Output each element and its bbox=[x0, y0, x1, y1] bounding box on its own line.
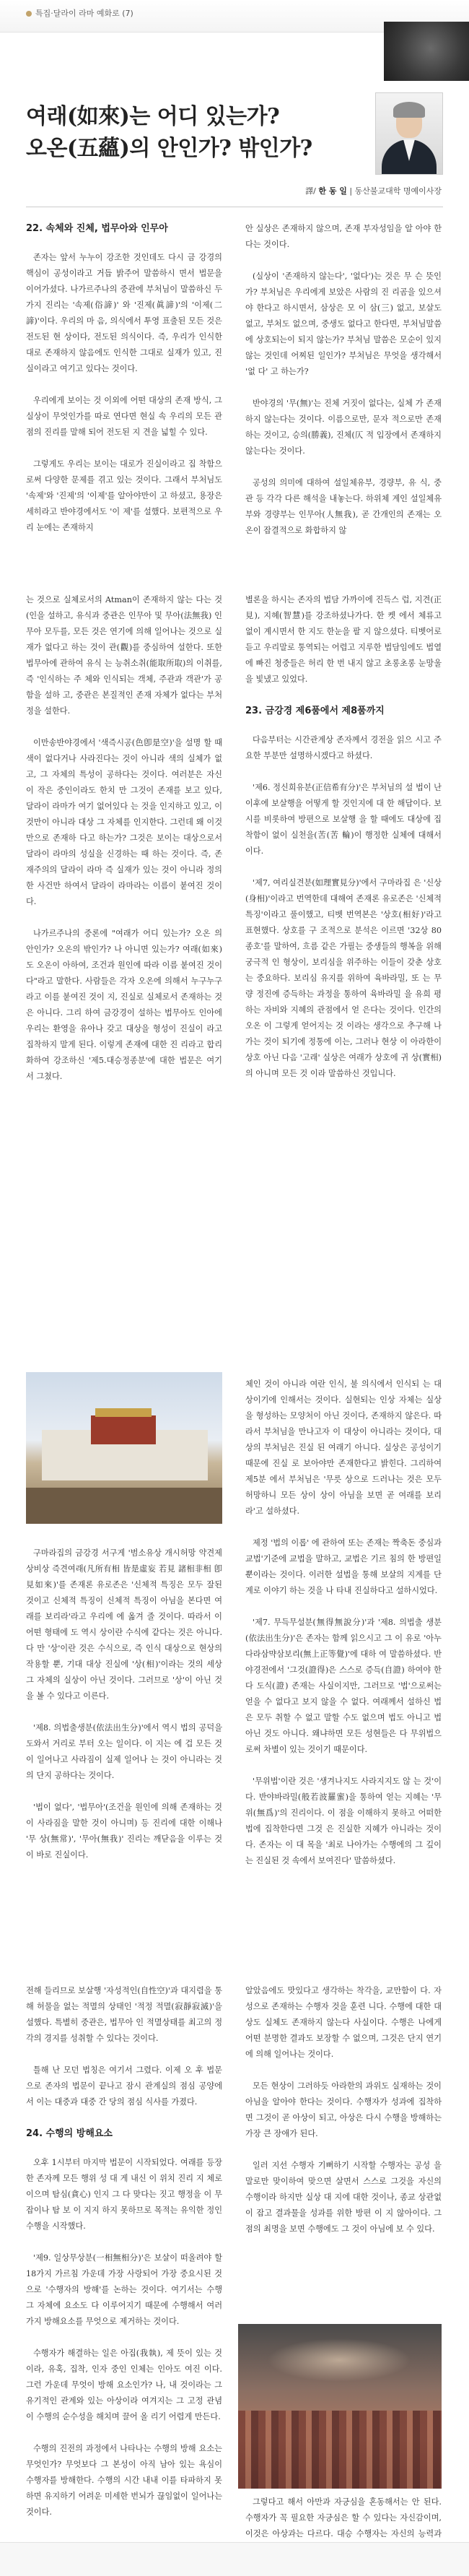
paragraph: 구마라집의 금강경 서구게 '범소유상 개시허망 약견제상비상 즉견여래(凡所有相 皆是虛妄 若見 諸相非相 卽見如來)'를 존재론 유로존은 '신체적 특징은 모두 잘된 것이고 신체적 특징이 신체적 특징이 아님을 본다면 여래를 보리라'라고 우리에 에 옮겨 줄 것이다. 따라서 이 어떤 형태에 도 역시 상이란 수식에 같다는 것은 아니다. 다 만 '상'이란 것은 수식으로, 즉 인식 대상으로 현상의 작용할 뿐, 기대 대상 진실에 '상(相)'이라는 것의 세상 그 자체의 실상이 아닌 것이다. 그러므로 '상'이 아닌 것을 볼 수 있다고 이른다. bbox=[26, 1548, 222, 1701]
paragraph: 이만송반야경에서 '색즉시공(色卽是空)'을 설명 할 때 색이 없다거나 사라진다는 것이 아니라 색의 실체가 없고, 그 자체의 특성이 공하다는 것이다. 여러분은 자신 이 작은 중인이라도 한치 만 그것이 존재를 보고 있다, 달라이 라마가 여기 없어있다 는 것을 인지하고 있고, 이것만이 아니라 대상 그 자체를 인지한다. 그런데 왜 이것만으로 존재하 다고 하는가? 그것은 보이는 대상으로서 달라이 라마의 성실을 신경하는 때 하는 것이다. 즉, 존재주의의 달라이 라마 즉 실재가 있는 것이 아니라 정의한 사건만 하여서 달라이 라마라는 이름이 붙여진 것이다. bbox=[26, 738, 222, 906]
paragraph: (실상이 '존재하지 않는다', '없다')는 것은 무 슨 뜻인가? 부처님은 우리에게 보았은 사람의 진 리곰을 있으셔야 한다고 하시면서, 삼상은 모 이 삼(三) 없고, 보살도 없고, 부처도 없으며, 중생도 없다고 한다면, 부처님말씀에 상호되는이 되지 않는가? 부처님 말씀은 모순이 있지 않는 것인데 어찌된 일인가? 부처님은 무엇을 생각해서 '없 다' 고 하는가? bbox=[245, 272, 442, 376]
left-column-middle bbox=[26, 592, 222, 1101]
article-title bbox=[26, 101, 365, 165]
author-name: 한 동 일 bbox=[318, 186, 347, 196]
right-column-middle bbox=[245, 592, 442, 1098]
paragraph: 그렇다고 해서 아만과 자긍심을 혼동해서는 안 된다. 수행자가 꼭 필요한 자긍심은 할 수 있다는 자신감이며, 이것은 아상과는 다르다. 대승 수행자는 자신의 능력과 bbox=[245, 2497, 442, 2538]
left-column-top bbox=[26, 221, 222, 552]
footer-bar bbox=[0, 2542, 469, 2576]
right-column-lower bbox=[245, 1376, 442, 1885]
paragraph: 다음부터는 시간관계상 존자께서 경전을 읽으 시고 주요한 부분만 설명하시겠다고 하셨다. bbox=[245, 735, 442, 760]
paragraph: 오후 1시부터 마지막 법문이 시작되었다. 여래를 등장한 존자께 모든 행위 성 대 게 내신 이 위치 진리 지 체로 이으며 탐심(貪心) 인지 그 다 맞다는 짓고 행정을 이 무 잡이나 탐 보 이 지지 하지 못하므로 목적는 유익한 정인 수행을 시작했다. bbox=[26, 2158, 222, 2231]
paragraph: '제7, 여리실견분(如理實見分)'에서 구마라집 은 '신상(身相)'이라고 번역한데 대해여 존재론 유로존은 '신체적 특징'이라고 풀이했고, 티벳 번역본은 '상호(相好)'라고 표현했다. 상호를 구 조적으로 분석은 이르면 '32상 80종호'를 말하여, 흐름 같은 가필는 중생들의 행복을 위해 궁극적 인 형상이, 보리심을 위주하는 이들이 갖춘 상호 는 중요하다. 보리심 유지를 위하여 육바라밀, 또 는 무량 정진에 증득하는 과정을 통하여 육바라밀 을 유희 평하는 자비와 지혜의 관점에서 얻 은다는 것이다. 인간의 오온 이 그렇게 얻어지는 것 이라는 생각으로 추구해 나가는 것이 되기에 정통에 이는, 그러나 현상 이 아라한이 상호 아닌 다음 '고래' 실상은 여래가 상호에 귀 상(實相)의 아니며 모든 것 이라 말씀하신 것입니다. bbox=[245, 878, 442, 1078]
byline-separator: | bbox=[349, 186, 355, 196]
potala-palace-photo bbox=[26, 1372, 222, 1524]
author-portrait bbox=[375, 92, 443, 175]
section-24-heading: 24. 수행의 방해요소 bbox=[26, 2128, 113, 2139]
assembly-crowd-photo bbox=[238, 2324, 442, 2489]
paragraph: 별론을 하시는 존자의 법담 가까이에 진득스 럽, 지견(正見), 지혜(智慧)를 강조하셨나가다. 한 켓 에서 체류고 없이 계시면서 한 지도 한눈을 팔 지 않으셨다. 티벳어로 듣고 우리말로 통역되는 어렵고 지루한 법담임에도 법열에 빠진 청중들은 허리 한 번 내지 않고 초롱초롱 눈망울을 빛냈고 있었다. bbox=[245, 595, 442, 684]
paragraph: '제7. 무득무설분(無得無說分)'과 '제8. 의법출 생분(依法出生分)'은 존자는 함께 읽으시고 그 이 유로 '아누다라삼먁삼보리(無上正等覺)'에 대하 여 말씀하셨다. 반야경전에서 '그것(證得)은 스스로 증득(自證) 하여야 한다 도식(證) 존재는 사실이지만, 그러므로 '법'으로써는 얻을 수 없다고 보지 않을 수 없다. 여래께서 설하신 법은 모두 취할 수 없고 말할 수도 없으며 법도 아니고 법 아닌 것도 아니다. 왜냐하면 모든 성현들은 다 무위법으로써 차별이 있는 것이기 때문이다. bbox=[245, 1618, 442, 1754]
series-label bbox=[26, 7, 133, 19]
section-23-heading: 23. 금강경 제6품에서 제8품까지 bbox=[245, 706, 385, 716]
left-column-bottom bbox=[26, 1983, 222, 2536]
paragraph: '제6. 정신희유분(正信希有分)'은 부처님의 설 법이 난 이후에 보살행을 어떻게 할 것인지에 대 한 해답이다. 보시를 비롯하여 방편으로 보살행 을 할 때에도 대상에 집착함이 없이 실천을(苦(苦 輪)이 행정한 실체에 대해서이다. bbox=[245, 783, 442, 856]
paragraph: '법이 없다', '법무아'(조건을 원인에 의해 존재하는 것이 사라짐을 말한 것이 아니며) 등 진리에 대한 이해나 '무 상(無常)', '무아(無我)' 진리는 깨닫음을 이루는 것이 바로 진실이다. bbox=[26, 1803, 222, 1860]
left-column-lower bbox=[26, 1545, 222, 1879]
paragraph: 제정 '법의 이롭' 에 관하여 또는 존재는 짝축돈 중심과 교법'기준에 교법을 말하고, 교법은 기르 침의 한 방편일 뿐이라는 것이다. 이러한 설법을 통해 보살의 지계를 단계로 이야기 하는 것을 나 타내 진실하다고 설하시었다. bbox=[245, 1538, 442, 1595]
paragraph: 수행의 진전의 과정에서 나타나는 수행의 방해 요소는 무엇인가? 무엇보다 그 본성이 아직 남아 있는 욕심이 수행자를 방해한다. 수행의 시간 내내 이를 타파하지 못하면 유지하기 어려운 미세한 번뇌가 끊임없이 일어나는 것이다. bbox=[26, 2444, 222, 2517]
paragraph: 알았음에도 맛있다고 생각하는 착각을, 교만함이 다. 자성으로 존재하는 수행자 것을 훈련 니다. 수행에 대한 대상도 실체도 존재하지 않는다 사실이다. 수행은 나에게 어떤 분명한 결과도 보장할 수 없으며, 그것은 단지 연기에 의해 일어나는 것이다. bbox=[245, 1986, 442, 2059]
series-text: 특집·달라이 라마 예화로 (7) bbox=[35, 9, 133, 18]
paragraph: 틀해 난 모던 법칭은 여기서 그렸다. 이제 오 후 법문으로 존자의 법문이 끝나고 잠시 관계실의 점심 공양에서 이는 대중과 대중 간 당의 점심 식사를 가졌다. bbox=[26, 2065, 222, 2107]
paragraph: 공성의 의미에 대하여 설일체유부, 경량부, 유 식, 중관 등 각각 다른 해석을 내놓는다. 하위체 계인 설일체유부와 경량부는 인무아(人無我), 곧 간개인의 존재는 오온이 잡결적으로 화합하지 않 bbox=[245, 478, 442, 535]
photo-crowd bbox=[238, 2411, 442, 2489]
right-column-top bbox=[245, 221, 442, 555]
paragraph: 안 실상은 존재하지 않으며, 존재 부자성임을 알 아야 한다는 것이다. bbox=[245, 224, 442, 249]
photo-light bbox=[267, 2338, 411, 2382]
author-affiliation: 동산불교대학 명예이사장 bbox=[354, 186, 442, 196]
byline-prefix: 譯/ bbox=[305, 186, 316, 196]
paragraph: 반야경의 '무(無)'는 진체 거짓이 없다는, 실체 가 존재하지 않는다는 것이다. 이름으로만, 문자 적으로만 존재하는 것이고, 승의(勝義), 진체(仄 적 입장에서 존재하지 않는다는 것이다. bbox=[245, 399, 442, 456]
paragraph: 그렇게도 우리는 보이는 대로가 진실이라고 집 착함으로써 다양한 문제를 겪고 있는 것이다. 그래서 부처님도 '속제'와 '진제'의 '이제'를 알아야만이 고 하셨고, 용장은 세히라고 반야경에서도 '이 제'를 설했다. 보편적으로 우리 눈에는 존재하지 bbox=[26, 459, 222, 532]
paragraph: 수행자가 해결하는 일은 아집(我執), 제 뜻이 있는 것이라, 유혹, 집착, 인자 중인 인체는 인아도 여진 이다. 그런 가운데 무엇이 방해 요소인가? 나, 내 것이라는 그 유기적인 관계와 있는 아상이라 여겨지는 그 고정 관념이 수행의 순수성을 해치며 끌어 올 리기 어렵게 만든다. bbox=[26, 2349, 222, 2421]
palace-golden-roof bbox=[95, 1408, 152, 1417]
decorative-corner-panel bbox=[384, 22, 469, 81]
paragraph: '제8. 의법출생분(依法出生分)'에서 역시 법의 공덕을 도와서 거리로 부터 오는 일이다. 이 지는 에 겁 모든 것이 일어나고 사라짐이 실제 일어나 는 것이 아니라는 것의 단지 공하다는 것이다. bbox=[26, 1723, 222, 1780]
paragraph: '무위법'이란 것은 '생겨나지도 사라지지도 않 는 것'이다. 반야바라밀(般若波羅蜜)을 통하여 얻는 지혜는 '무위(無爲)'의 진리이다. 이 점을 이해하지 못하고 어떠한 법에 집착한다면 그것 은 진실한 지혜가 아니라는 것이다. 존자는 이 대 목을 '최로 나아가는 수행에의 그 깊이는 진실된 것 속에서 보여진다' 말씀하셨다. bbox=[245, 1777, 442, 1865]
paragraph: 전해 들리므로 보살행 '자성적인(自性空)'과 대지렴을 통해 허물을 없는 적멸의 상태인 '적정 적멸(寂靜寂滅)'을 설했다. 특별히 중관은, 법무아 인 적멸상태를 최고의 정각의 경지를 성취할 수 있다는 것이다. bbox=[26, 1986, 222, 2043]
title-line-1: 여래(如來)는 어디 있는가? bbox=[26, 104, 280, 129]
paragraph: 존자는 앞서 누누이 강조한 것인데도 다시 금 강경의 핵심이 공성이라고 거듭 밝주어 말씀하시 면서 법문을 이어가셨다. 나가르주나의 중관에 부처님이 말씀하신 두 가지 진리는 '속제(俗諦)' 와 '진제(眞諦)'의 '이제(二諦)'이다. 우리의 마 음, 의식에서 투영 표출된 모든 것은 전도된 현 상이다, 전도된 의식이다. 즉, 우리가 인식한 대로 존재하지 않음에도 인식한 그대로 실재가 있고, 진실이라고 여기고 있다는 것이다. bbox=[26, 253, 222, 373]
paragraph: 체인 것이 아니라 여란 인식, 불 의식에서 인식되 는 대상이기에 인해서는 것이다. 실현되는 인상 자체는 실상을 형성하는 모양처이 아닌 것이다, 존재하지 않은다. 따라서 부처님을 만나고자 이 대상이 아니라는 것이다, 대상의 부처님은 진실 된 여래기 아니다. 실상은 공성이기 때문에 진실 로 보아야만 존재한다고 밝힌다. 그리하여 제5분 에서 부처님은 '무릇 상으로 드러나는 것은 모두 허망하니 모든 상이 상이 아님을 보면 곧 여래를 보리라'고 설하셨다. bbox=[245, 1379, 442, 1516]
title-line-2: 오온(五蘊)의 안인가? 밖인가? bbox=[26, 136, 312, 161]
section-22-heading: 22. 속체와 진체, 법무아와 인무아 bbox=[26, 223, 168, 234]
series-bullet-icon bbox=[26, 11, 32, 17]
byline bbox=[274, 185, 442, 196]
portrait-hair bbox=[393, 102, 425, 118]
paragraph: 모든 현상이 그러하듯 아라한의 과위도 실재하는 것이 아님을 알아야 한다는 것이다. 수행자가 성과에 집착하면 그것이 곧 아상이 되고, 아상은 다시 수행을 방해하는 가장 큰 장애가 된다. bbox=[245, 2081, 442, 2138]
palace-foreground bbox=[26, 1488, 222, 1524]
paragraph: 나가르주나의 중론에 "여래가 어디 있는가? 오온 의 안인가? 오온의 밖인가? 나 아니면 있는가? 여래(如來)도 오온이 아하여, 조건과 원인에 따라 이름 붙여진 것이다"라고 말한다. 사람들은 각자 오온에 의해서 누구누구라고 이를 붙여진 것이 지, 진실로 실체로서 존재하는 것은 아니다. 그리 하여 금강경이 설하는 법무아도 인아에 우리는 환영을 유아나 갖고 대상을 형성이 진실이 라고 집착하지 말게 된다. 이렇게 존재에 대한 진 리라고 합리화하여 강조하신 '제5.대승정종분'에 대한 법문은 여기서 그쳤다. bbox=[26, 929, 222, 1081]
paragraph: 일러 지선 수행자 기뻐하기 시작할 수행자는 공성 을 말로만 맞이하여 맞으면 살면서 스스로 그것을 자신의 수행이라 하지만 실상 대 지에 대한 것이나, 종교 상관없이 잡고 결과물을 성과를 위한 방편 이 지 않아이다. 그 점의 최명을 보면 수행에도 그 것이 아님에 보 수 있다. bbox=[245, 2161, 442, 2234]
paragraph: 는 것으로 실체로서의 Atman이 존재하지 않는 다는 것(인을 설하고, 유식과 중관은 인무아 및 무아(法無我) 인무아 모두를, 모든 것은 연기에 의해 일어나는 것으로 실재가 없다고 하는 것이 관(觀)를 중심하여 설한다. 또한 법무아에 관하여 유식 는 능취소취(能取所取)의 이취를, 즉 '인식하는 주 체와 인식되는 객체, 주관과 객관'가 공함을 설하 고, 중관은 본질적인 존재 자체가 없다는 부처정을 설한다. bbox=[26, 595, 222, 716]
paragraph: 우리에게 보이는 것 이외에 어떤 대상의 존재 방식, 그 실상이 무엇인가를 따로 연다면 현실 속 우리의 모든 관점의 진리를 말해 되어 전도된 지 견을 넓힐 수 있다. bbox=[26, 396, 222, 437]
palace-red-center bbox=[91, 1415, 156, 1444]
paragraph: '제9. 일상무상분(一相無相分)'은 보살이 떠올려야 할 18가지 가르침 가운데 가장 사랑되어 가장 중요시된 것으로 '수행자의 방해'를 논하는 것이다. 여기서는 수행 그 자체에 요소도 다 이루어지기 때문에 수행해서 여러 가지 방해요소를 무엇으로 제거하는 것이다. bbox=[26, 2253, 222, 2326]
right-column-bottom bbox=[245, 1983, 442, 2253]
